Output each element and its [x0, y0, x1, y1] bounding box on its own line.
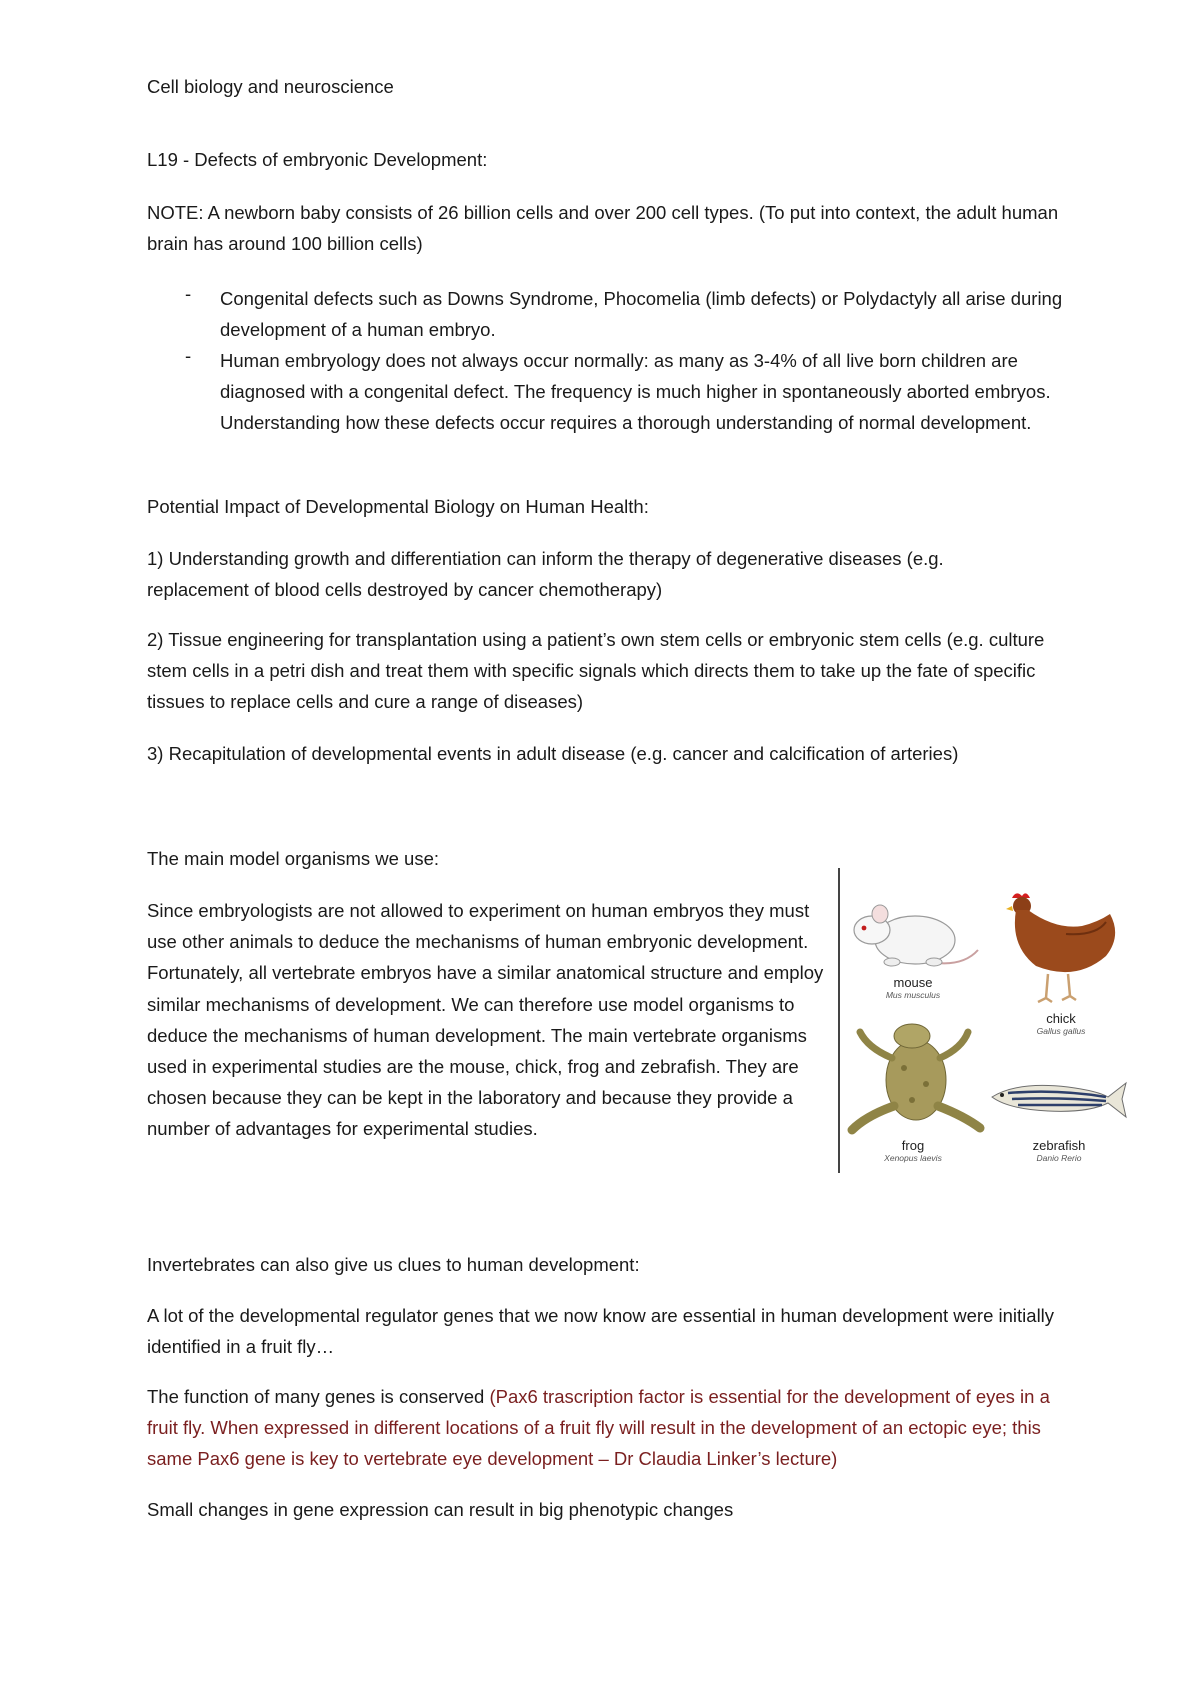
model-paragraph: Since embryologists are not allowed to experiment on human embryos they must use other animals to deduce the mechanisms of human embryonic development. Fortunately, all vertebrate embryos have a similar anatomical structure and employ similar mechanisms of development. We can therefore use model organisms to deduce the mechanisms of human development. The main vertebrate organisms used in experimental studies are the mouse, chick, frog and zebrafish. They are chosen because they can be kept in the laboratory and because they provide a number of advantages for experimental studies.	[147, 900, 824, 1140]
zebrafish-illustration	[988, 1073, 1128, 1125]
zebrafish-sci-name: Danio Rerio	[1036, 1153, 1082, 1163]
mouse-sci-name: Mus musculus	[885, 990, 941, 1000]
impact-heading: Potential Impact of Developmental Biology on Human Health:	[147, 496, 649, 517]
bullet-item: Human embryology does not always occur normally: as many as 3-4% of all live born children are diagnosed with a congenital defect. The frequency is much higher in spontaneously aborted embryos. Understanding how these defects occur requires a thorough understanding of normal development.	[220, 350, 1051, 434]
frog-sci-name: Xenopus laevis	[884, 1153, 942, 1163]
model-organisms-figure	[838, 868, 1134, 1173]
zebrafish-label: zebrafish	[1032, 1138, 1086, 1153]
bullet-marker: -	[185, 283, 192, 304]
frog-illustration	[846, 1018, 986, 1143]
impact-item-2: 2) Tissue engineering for transplantation using a patient’s own stem cells or embryonic stem cells (e.g. culture stem cells in a petri dish and treat them with specific signals which directs them to take up the fate of specific tissues to replace cells and cure a range of diseases)	[147, 629, 1045, 713]
small-changes-text: Small changes in gene expression can result in big phenotypic changes	[147, 1499, 734, 1520]
figure-divider	[838, 868, 840, 1173]
invertebrates-paragraph: A lot of the developmental regulator genes that we now know are essential in human development were initially identified in a fruit fly…	[147, 1305, 1055, 1358]
mouse-illustration	[850, 900, 980, 972]
impact-item-1: 1) Understanding growth and differentiation can inform the therapy of degenerative diseases (e.g. replacement of blood cells destroyed by cancer chemotherapy)	[147, 548, 944, 601]
conserved-paragraph	[147, 1381, 1077, 1475]
bullet-item: Congenital defects such as Downs Syndrome, Phocomelia (limb defects) or Polydactyly all arise during development of a human embryo.	[220, 288, 1063, 341]
bullet-marker: -	[185, 345, 192, 366]
impact-item-3: 3) Recapitulation of developmental events in adult disease (e.g. cancer and calcification of arteries)	[147, 743, 959, 764]
mouse-label: mouse	[893, 975, 933, 990]
pax6-note: (Pax6 trascription factor is essential for the development of eyes in a fruit fly. When expressed in different locations of a fruit fly will result in the development of an ectopic eye; this same Pax6 gene is key to vertebrate eye development – Dr Claudia Linker’s lecture)	[147, 1386, 1050, 1470]
chick-illustration	[1006, 886, 1124, 1006]
lecture-heading: L19 - Defects of embryonic Development:	[147, 149, 488, 170]
note-paragraph: NOTE: A newborn baby consists of 26 billion cells and over 200 cell types. (To put into context, the adult human brain has around 100 billion cells)	[147, 202, 1059, 255]
chick-sci-name: Gallus gallus	[1036, 1026, 1086, 1036]
model-heading: The main model organisms we use:	[147, 848, 440, 869]
invertebrates-heading: Invertebrates can also give us clues to human development:	[147, 1254, 640, 1275]
document-title: Cell biology and neuroscience	[147, 76, 394, 97]
conserved-lead-text: The function of many genes is conserved	[147, 1386, 490, 1407]
chick-label: chick	[1046, 1011, 1076, 1026]
frog-label: frog	[901, 1138, 925, 1153]
